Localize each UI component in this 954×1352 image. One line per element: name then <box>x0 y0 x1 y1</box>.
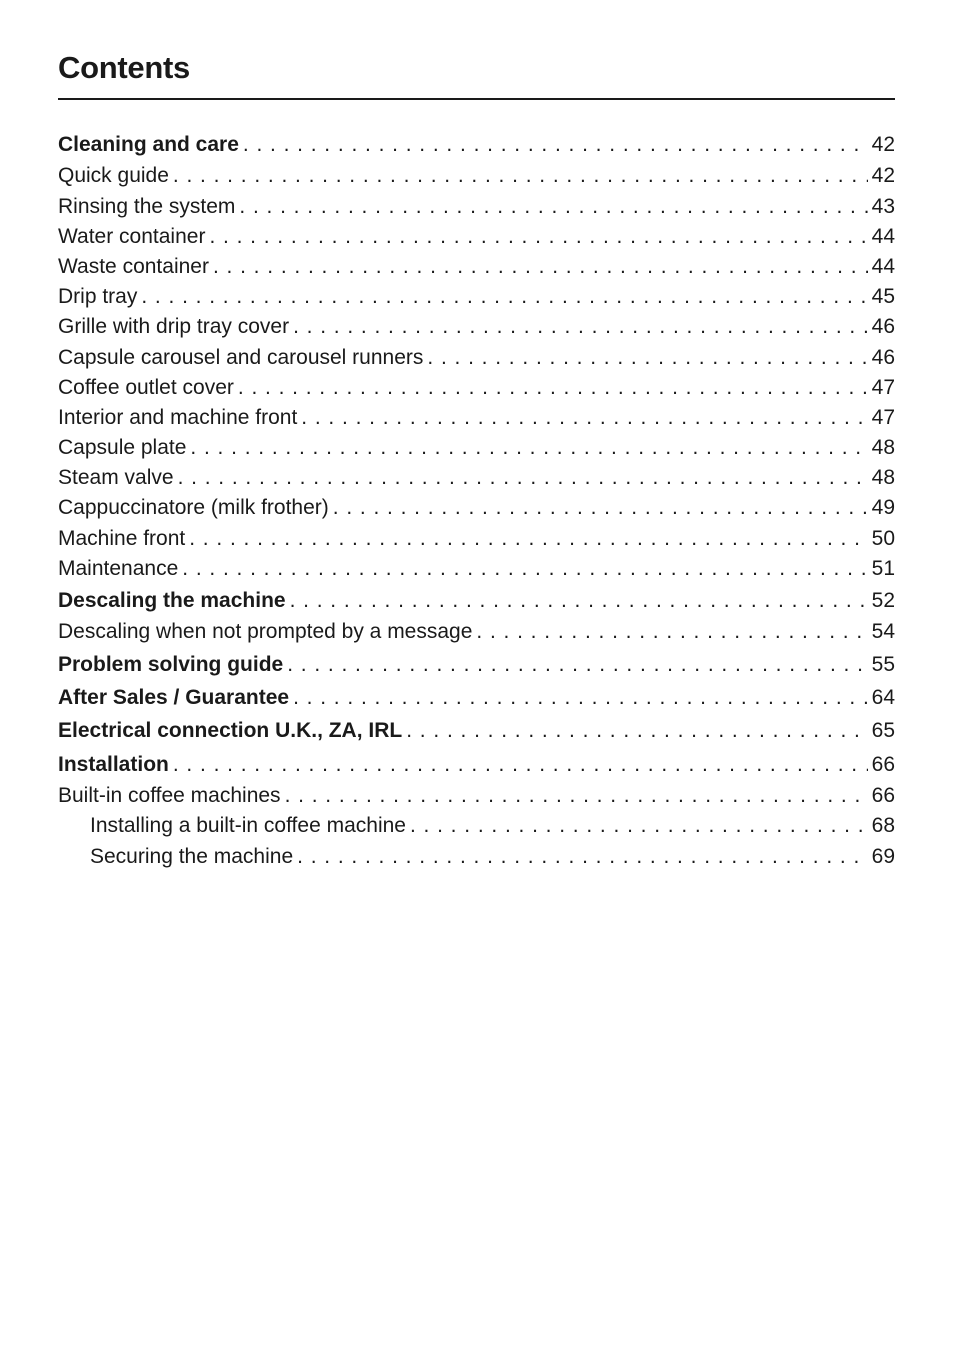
toc-entry-label: Securing the machine <box>90 844 294 868</box>
toc-page-number: 45 <box>871 285 895 309</box>
toc-page-number: 52 <box>871 589 895 613</box>
toc-page-number: 47 <box>871 375 895 399</box>
dot-leader <box>174 463 868 493</box>
toc-page-number: 55 <box>871 652 895 676</box>
toc-entry-label: Machine front <box>58 526 186 550</box>
toc-entry-label: After Sales / Guarantee <box>58 685 290 709</box>
toc-entry[interactable] <box>58 222 895 252</box>
dot-leader <box>186 433 867 463</box>
toc-section-entry[interactable] <box>58 681 895 714</box>
dot-leader <box>289 681 868 714</box>
dot-leader <box>169 161 868 191</box>
toc-entry-label: Built-in coffee machines <box>58 784 281 808</box>
dot-leader <box>281 781 868 811</box>
toc-page-number: 46 <box>871 345 895 369</box>
toc-entry-label: Electrical connection U.K., ZA, IRL <box>58 719 403 743</box>
toc-page-number: 44 <box>871 224 895 248</box>
toc-entry-label: Capsule carousel and carousel runners <box>58 345 424 369</box>
toc-page-number: 49 <box>871 496 895 520</box>
dot-leader <box>423 343 867 373</box>
toc-entry-label: Quick guide <box>58 164 169 188</box>
dot-leader <box>283 648 867 681</box>
dot-leader <box>239 128 868 161</box>
dot-leader <box>235 192 867 222</box>
dot-leader <box>137 282 867 312</box>
toc-entry[interactable] <box>58 161 895 191</box>
toc-entry-label: Installation <box>58 752 169 776</box>
toc-entry-label: Drip tray <box>58 285 138 309</box>
dot-leader <box>205 222 867 252</box>
toc-entry[interactable] <box>58 252 895 282</box>
toc-entry-label: Installing a built-in coffee machine <box>90 814 406 838</box>
toc-entry-label: Grille with drip tray cover <box>58 315 290 339</box>
toc-page-number: 48 <box>871 436 895 460</box>
toc-entry-label: Water container <box>58 224 206 248</box>
toc-page-number: 66 <box>871 752 895 776</box>
dot-leader <box>169 748 868 781</box>
toc-entry-label: Maintenance <box>58 556 179 580</box>
toc-entry-label: Rinsing the system <box>58 194 236 218</box>
dot-leader <box>289 312 868 342</box>
toc-entry-label: Cappuccinatore (milk frother) <box>58 496 329 520</box>
toc-entry-label: Cleaning and care <box>58 133 239 156</box>
toc-entry[interactable] <box>58 312 895 342</box>
dot-leader <box>293 842 868 872</box>
toc-page-number: 54 <box>871 620 895 644</box>
toc-page-number: 44 <box>871 254 895 278</box>
toc-section-entry[interactable] <box>58 648 895 681</box>
toc-page-number: 43 <box>871 194 895 218</box>
toc-page-number: 48 <box>871 466 895 490</box>
toc-entry-label: Coffee outlet cover <box>58 375 234 399</box>
toc-entry[interactable] <box>58 493 895 523</box>
toc-page-number: 51 <box>871 556 895 580</box>
dot-leader <box>178 554 867 584</box>
toc-entry[interactable] <box>58 433 895 463</box>
dot-leader <box>472 617 867 647</box>
dot-leader <box>402 714 867 747</box>
toc-page-number: 64 <box>871 685 895 709</box>
toc-subentry[interactable] <box>58 842 895 872</box>
toc-entry-label: Descaling when not prompted by a message <box>58 620 473 644</box>
page-title: Contents <box>58 50 190 85</box>
toc-section-entry[interactable] <box>58 748 895 781</box>
dot-leader <box>406 811 868 841</box>
toc-entry[interactable] <box>58 463 895 493</box>
title-divider <box>58 98 895 100</box>
toc-entry[interactable] <box>58 403 895 433</box>
toc-entry[interactable] <box>58 554 895 584</box>
toc-entry[interactable] <box>58 343 895 373</box>
dot-leader <box>286 584 868 617</box>
toc-subentry[interactable] <box>58 811 895 841</box>
dot-leader <box>297 403 867 433</box>
toc-entry[interactable] <box>58 282 895 312</box>
toc-entry[interactable] <box>58 617 895 647</box>
toc-page-number: 42 <box>871 164 895 188</box>
toc-entry-label: Capsule plate <box>58 436 187 460</box>
dot-leader <box>185 524 867 554</box>
toc-entry-label: Interior and machine front <box>58 405 298 429</box>
toc-page-number: 66 <box>871 784 895 808</box>
toc-entry[interactable] <box>58 781 895 811</box>
toc-entry-label: Descaling the machine <box>58 589 286 613</box>
toc-section-entry[interactable] <box>58 128 895 161</box>
dot-leader <box>234 373 868 403</box>
toc-page-number: 68 <box>871 814 895 838</box>
dot-leader <box>329 493 868 523</box>
toc-section-entry[interactable] <box>58 584 895 617</box>
toc-page-number: 47 <box>871 405 895 429</box>
dot-leader <box>209 252 868 282</box>
toc-entry-label: Problem solving guide <box>58 652 284 676</box>
toc-page-number: 42 <box>871 133 895 156</box>
toc-page-number: 50 <box>871 526 895 550</box>
toc-entry[interactable] <box>58 192 895 222</box>
toc-section-entry[interactable] <box>58 714 895 747</box>
toc-entry[interactable] <box>58 373 895 403</box>
table-of-contents <box>58 128 895 872</box>
toc-page-number: 46 <box>871 315 895 339</box>
toc-page-number: 69 <box>871 844 895 868</box>
toc-page-number: 65 <box>871 719 895 743</box>
toc-entry[interactable] <box>58 524 895 554</box>
toc-entry-label: Waste container <box>58 254 209 278</box>
toc-entry-label: Steam valve <box>58 466 174 490</box>
